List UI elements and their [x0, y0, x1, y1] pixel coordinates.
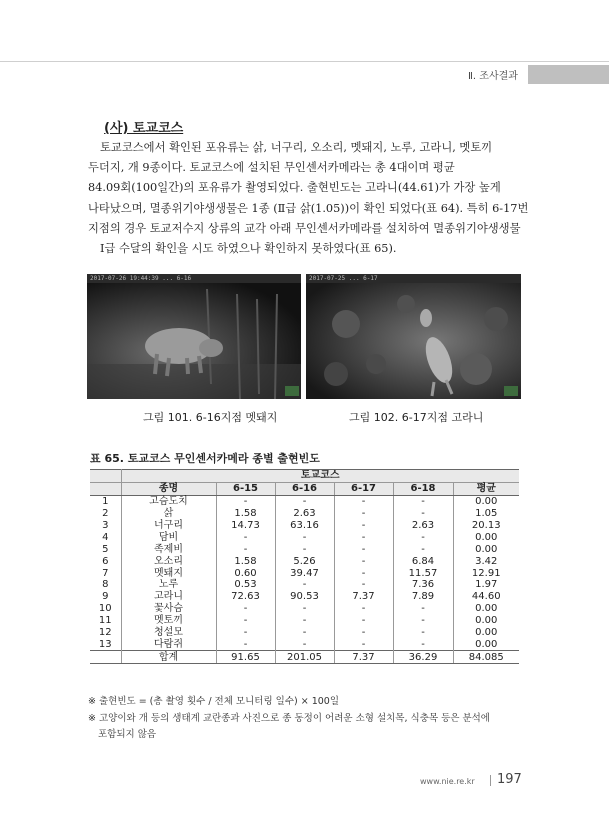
- column-header: 6-15: [216, 482, 275, 495]
- value-cell: -: [334, 615, 393, 627]
- figure-caption: 그림 102. 6-17지점 고라니: [349, 411, 484, 424]
- table-note: ※ 고양이와 개 등의 생태계 교란종과 사진으로 종 동정이 어려운 소형 설치목, 식충목 등은 분석에: [88, 713, 490, 724]
- total-cell: 91.65: [216, 651, 275, 664]
- footer-separator: [490, 775, 491, 786]
- paragraph-line: 토교코스에서 확인된 포유류는 삵, 너구리, 오소리, 멧돼지, 노루, 고라니, 멧토끼: [100, 141, 493, 154]
- value-cell: -: [334, 543, 393, 555]
- value-cell: 7.36: [393, 579, 453, 591]
- column-header: 6-18: [393, 482, 453, 495]
- row-number-cell: 2: [90, 508, 121, 520]
- value-cell: 12.91: [453, 567, 519, 579]
- photo-water-deer: [306, 274, 521, 399]
- value-cell: 0.00: [453, 543, 519, 555]
- value-cell: -: [393, 627, 453, 639]
- total-cell: 36.29: [393, 651, 453, 664]
- value-cell: 0.00: [453, 638, 519, 650]
- paragraph-line: 나타났으며, 멸종위기야생생물은 1종 (Ⅱ급 삵(1.05))이 확인 되었다(표 64). 특히 6-17번: [88, 201, 529, 215]
- value-cell: 5.26: [275, 555, 334, 567]
- table-row: [90, 591, 519, 603]
- header-rule: [0, 61, 609, 62]
- value-cell: 63.16: [275, 520, 334, 532]
- value-cell: -: [393, 495, 453, 507]
- page-number: 197: [497, 772, 522, 787]
- value-cell: -: [393, 615, 453, 627]
- value-cell: -: [393, 508, 453, 520]
- value-cell: 1.58: [216, 555, 275, 567]
- row-number-cell: 1: [90, 495, 121, 507]
- value-cell: -: [275, 531, 334, 543]
- row-number-cell: 4: [90, 531, 121, 543]
- species-cell: 담비: [121, 531, 216, 543]
- column-header: 평균: [453, 482, 519, 495]
- section-title: (사) 토교코스: [104, 121, 184, 136]
- value-cell: 72.63: [216, 591, 275, 603]
- value-cell: -: [334, 567, 393, 579]
- species-cell: 다람쥐: [121, 638, 216, 650]
- value-cell: -: [216, 638, 275, 650]
- row-number-cell: 8: [90, 579, 121, 591]
- value-cell: 1.97: [453, 579, 519, 591]
- total-cell: 합계: [121, 651, 216, 664]
- value-cell: 2.63: [393, 520, 453, 532]
- value-cell: 0.00: [453, 615, 519, 627]
- frequency-table: [90, 469, 519, 664]
- table-row: [90, 531, 519, 543]
- value-cell: -: [275, 579, 334, 591]
- table-note: 포함되지 않음: [98, 729, 157, 740]
- paragraph-line: 두더지, 개 9종이다. 토교코스에 설치된 무인센서카메라는 총 4대이며 평균: [88, 161, 455, 175]
- table-row: [90, 543, 519, 555]
- column-header: 6-17: [334, 482, 393, 495]
- group-header: 토교코스: [121, 470, 519, 483]
- value-cell: 6.84: [393, 555, 453, 567]
- row-number-cell: 3: [90, 520, 121, 532]
- value-cell: -: [216, 603, 275, 615]
- value-cell: 7.37: [334, 591, 393, 603]
- value-cell: -: [334, 520, 393, 532]
- value-cell: 1.05: [453, 508, 519, 520]
- species-cell: 멧돼지: [121, 567, 216, 579]
- value-cell: 44.60: [453, 591, 519, 603]
- footer-url: www.nie.re.kr: [420, 777, 475, 786]
- table-row: [90, 627, 519, 639]
- value-cell: -: [334, 579, 393, 591]
- value-cell: -: [334, 508, 393, 520]
- value-cell: -: [334, 495, 393, 507]
- value-cell: 0.00: [453, 603, 519, 615]
- value-cell: -: [275, 615, 334, 627]
- corner-cell: [90, 470, 121, 483]
- value-cell: -: [216, 615, 275, 627]
- figure-caption: 그림 101. 6-16지점 멧돼지: [143, 411, 278, 424]
- table-row: [90, 603, 519, 615]
- row-number-cell: 12: [90, 627, 121, 639]
- table-row: [90, 520, 519, 532]
- chapter-tab: [528, 65, 609, 84]
- value-cell: -: [393, 543, 453, 555]
- value-cell: 20.13: [453, 520, 519, 532]
- row-number-cell: 10: [90, 603, 121, 615]
- running-header: Ⅱ. 조사결과: [468, 71, 518, 82]
- column-header: 6-16: [275, 482, 334, 495]
- corner-cell: [90, 651, 121, 664]
- value-cell: -: [334, 627, 393, 639]
- value-cell: -: [275, 603, 334, 615]
- table-row: [90, 579, 519, 591]
- total-cell: 7.37: [334, 651, 393, 664]
- paragraph-line: 지점의 경우 토교저수지 상류의 교각 아래 무인센서카메라를 설치하여 멸종위기야생생물: [88, 221, 521, 235]
- table-row: [90, 638, 519, 650]
- wild-boar-image: [87, 274, 301, 399]
- value-cell: -: [393, 531, 453, 543]
- species-cell: 고라니: [121, 591, 216, 603]
- table-row: [90, 555, 519, 567]
- paragraph-line: Ⅰ급 수달의 확인을 시도 하였으나 확인하지 못하였다(표 65).: [100, 242, 397, 256]
- value-cell: -: [275, 543, 334, 555]
- row-number-cell: 5: [90, 543, 121, 555]
- row-number-cell: 11: [90, 615, 121, 627]
- body-paragraph: [88, 138, 529, 259]
- table-row: [90, 508, 519, 520]
- species-cell: 노루: [121, 579, 216, 591]
- column-header: 종명: [121, 482, 216, 495]
- total-cell: 84.085: [453, 651, 519, 664]
- value-cell: 14.73: [216, 520, 275, 532]
- species-cell: 족제비: [121, 543, 216, 555]
- value-cell: -: [275, 638, 334, 650]
- table-note: ※ 출현빈도 = (총 촬영 횟수 / 전체 모니터링 일수) × 100일: [88, 696, 340, 707]
- table-row: [90, 615, 519, 627]
- value-cell: 39.47: [275, 567, 334, 579]
- paragraph-line: 84.09회(100일간)의 포유류가 촬영되었다. 출현빈도는 고라니(44.61)가 가장 높게: [88, 181, 501, 195]
- table-row: [90, 567, 519, 579]
- camera-stamp: 2017-07-26 19:44:39 ... 6-16: [87, 274, 301, 283]
- value-cell: -: [216, 495, 275, 507]
- value-cell: 0.00: [453, 627, 519, 639]
- value-cell: 0.00: [453, 531, 519, 543]
- species-cell: 삵: [121, 508, 216, 520]
- row-number-cell: 6: [90, 555, 121, 567]
- table-group-header-row: [90, 470, 519, 483]
- row-number-cell: 13: [90, 638, 121, 650]
- species-cell: 오소리: [121, 555, 216, 567]
- value-cell: 2.63: [275, 508, 334, 520]
- total-row: [90, 651, 519, 664]
- value-cell: -: [334, 555, 393, 567]
- species-cell: 멧토끼: [121, 615, 216, 627]
- value-cell: -: [216, 531, 275, 543]
- value-cell: -: [334, 603, 393, 615]
- camera-stamp: 2017-07-25 ... 6-17: [306, 274, 521, 283]
- value-cell: -: [334, 638, 393, 650]
- value-cell: 90.53: [275, 591, 334, 603]
- species-cell: 고슴도치: [121, 495, 216, 507]
- value-cell: 0.00: [453, 495, 519, 507]
- value-cell: 0.60: [216, 567, 275, 579]
- total-cell: 201.05: [275, 651, 334, 664]
- value-cell: -: [275, 495, 334, 507]
- value-cell: 1.58: [216, 508, 275, 520]
- table-row: [90, 495, 519, 507]
- row-number-cell: 7: [90, 567, 121, 579]
- value-cell: 7.89: [393, 591, 453, 603]
- value-cell: 3.42: [453, 555, 519, 567]
- water-deer-image: [306, 274, 521, 399]
- species-cell: 너구리: [121, 520, 216, 532]
- value-cell: -: [334, 531, 393, 543]
- photo-wild-boar: [87, 274, 301, 399]
- value-cell: -: [393, 638, 453, 650]
- species-cell: 청설모: [121, 627, 216, 639]
- value-cell: 11.57: [393, 567, 453, 579]
- table-header-row: [90, 482, 519, 495]
- corner-cell: [90, 482, 121, 495]
- species-cell: 꽃사슴: [121, 603, 216, 615]
- value-cell: -: [275, 627, 334, 639]
- value-cell: -: [216, 627, 275, 639]
- table-caption: 표 65. 토교코스 무인센서카메라 종별 출현빈도: [90, 452, 320, 465]
- value-cell: 0.53: [216, 579, 275, 591]
- value-cell: -: [216, 543, 275, 555]
- row-number-cell: 9: [90, 591, 121, 603]
- value-cell: -: [393, 603, 453, 615]
